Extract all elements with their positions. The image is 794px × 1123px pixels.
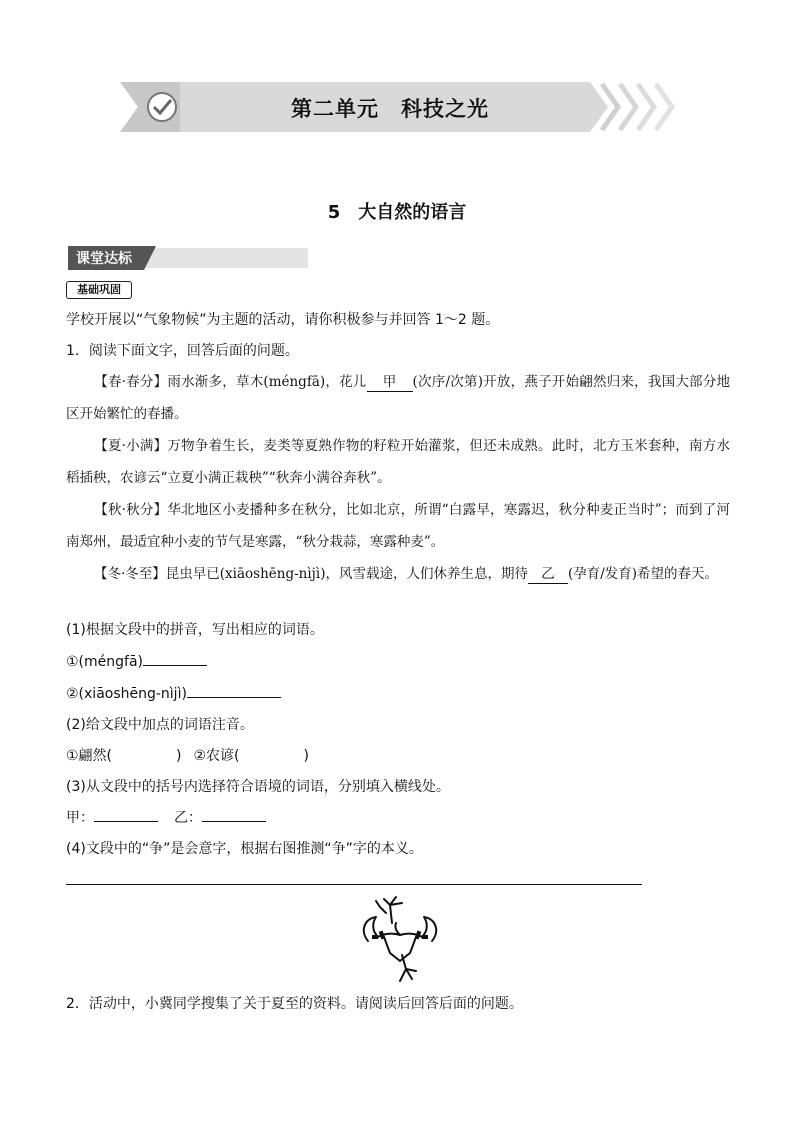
- q2-stem: 2．活动中，小冀同学搜集了关于夏至的资料。请阅读后回答后面的问题。: [66, 996, 523, 1012]
- check-badge-icon: [148, 93, 176, 121]
- blank-yi: 乙: [528, 565, 568, 584]
- section-tag: 课堂达标: [76, 251, 132, 267]
- intro-text: 学校开展以“气象物候”为主题的活动，请你积极参与并回答 1～2 题。: [66, 312, 500, 328]
- answer-line[interactable]: [66, 884, 642, 885]
- answer-blank[interactable]: [94, 821, 158, 822]
- q1-sub3: (3)从文段中的括号内选择符合语境的词语，分别填入横线处。: [66, 779, 450, 795]
- q1-passage-summer: 【夏·小满】万物争着生长，麦类等夏熟作物的籽粒开始灌浆，但还未成熟。此时，北方玉米套种，南方水稻插秧，农谚云“立夏小满正栽秧”“秋奔小满谷奔秋”。: [66, 438, 730, 486]
- lesson-title: 5 大自然的语言: [327, 202, 467, 223]
- q1-passage-spring: 【春·春分】雨水渐多，草木(méngfā)，花儿 甲 (次序/次第)开放，燕子开始翩然归来，我国大部分地区开始繁忙的春播。: [66, 374, 730, 422]
- ox-horn-hands-figure: [350, 893, 450, 983]
- q1-sub1-a: ①(méngfā): [66, 652, 207, 672]
- blank-jia: 甲: [367, 373, 413, 392]
- q1-sub1-b: ②(xiāoshēng-nìjì): [66, 684, 281, 704]
- q1-passage-autumn: 【秋·秋分】华北地区小麦播种多在秋分，比如北京，所谓“白露早，寒露迟，秋分种麦正当时”；而到了河南郑州，最适宜种小麦的节气是寒露，“秋分栽蒜，寒露种麦”。: [66, 502, 730, 550]
- q1-sub2-items: ①翩然( ) ②农谚( ): [66, 748, 309, 764]
- unit-title: 第二单元 科技之光: [291, 97, 489, 121]
- sub-section-tag: 基础巩固: [66, 281, 132, 299]
- q1-sub3-items: 甲： 乙：: [66, 808, 266, 828]
- answer-blank[interactable]: [143, 665, 207, 666]
- q1-sub4: (4)文段中的“争”是会意字，根据右图推测“争”字的本义。: [66, 841, 423, 857]
- q1-sub1: (1)根据文段中的拼音，写出相应的词语。: [66, 622, 324, 638]
- q1-passage-winter: 【冬·冬至】昆虫早已(xiāoshēng-nìjì)，风雪载途，人们休养生息，期待 乙 (孕育/发育)希望的春天。: [94, 566, 719, 582]
- q1-sub2: (2)给文段中加点的词语注音。: [66, 717, 254, 733]
- answer-blank[interactable]: [187, 697, 281, 698]
- answer-blank[interactable]: [202, 821, 266, 822]
- q1-stem: 1．阅读下面文字，回答后面的问题。: [66, 343, 299, 359]
